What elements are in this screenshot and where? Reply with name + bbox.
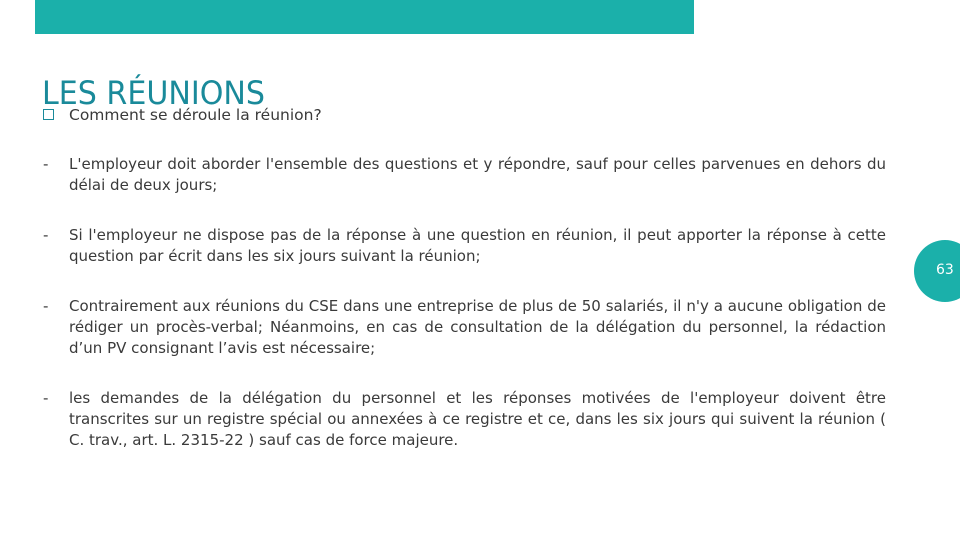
bullet-text: Contrairement aux réunions du CSE dans une entreprise de plus de 50 salariés, il n'y a aucune obligation de rédiger un procès-verbal; Néanmoins, en cas de consultation de la délégation du personnel, la rédaction d’un PV consignant l’avis est nécessaire; — [69, 297, 886, 357]
checkbox-icon — [43, 109, 54, 120]
bullet-item — [43, 388, 886, 451]
question-text: Comment se déroule la réunion? — [69, 106, 322, 124]
bullet-text: les demandes de la délégation du personnel et les réponses motivées de l'employeur doivent être transcrites sur un registre spécial ou annexées à ce registre et ce, dans les six jours qui suivent la réunion ( C. trav., art. L. 2315-22 ) sauf cas de force majeure. — [69, 389, 886, 449]
header-accent-bar — [35, 0, 694, 34]
page-number: 63 — [936, 262, 954, 278]
slide-title: LES RÉUNIONS — [42, 74, 265, 113]
bullet-list — [43, 154, 886, 451]
bullet-item — [43, 225, 886, 267]
bullet-text: Si l'employeur ne dispose pas de la réponse à une question en réunion, il peut apporter la réponse à cette question par écrit dans les six jours suivant la réunion; — [69, 226, 886, 265]
bullet-dash: - — [43, 226, 49, 244]
bullet-dash: - — [43, 297, 49, 315]
question-line — [43, 104, 322, 126]
bullet-text: L'employeur doit aborder l'ensemble des questions et y répondre, sauf pour celles parvenues en dehors du délai de deux jours; — [69, 155, 886, 194]
bullet-item — [43, 154, 886, 196]
bullet-item — [43, 296, 886, 359]
bullet-dash: - — [43, 155, 49, 173]
bullet-dash: - — [43, 389, 49, 407]
